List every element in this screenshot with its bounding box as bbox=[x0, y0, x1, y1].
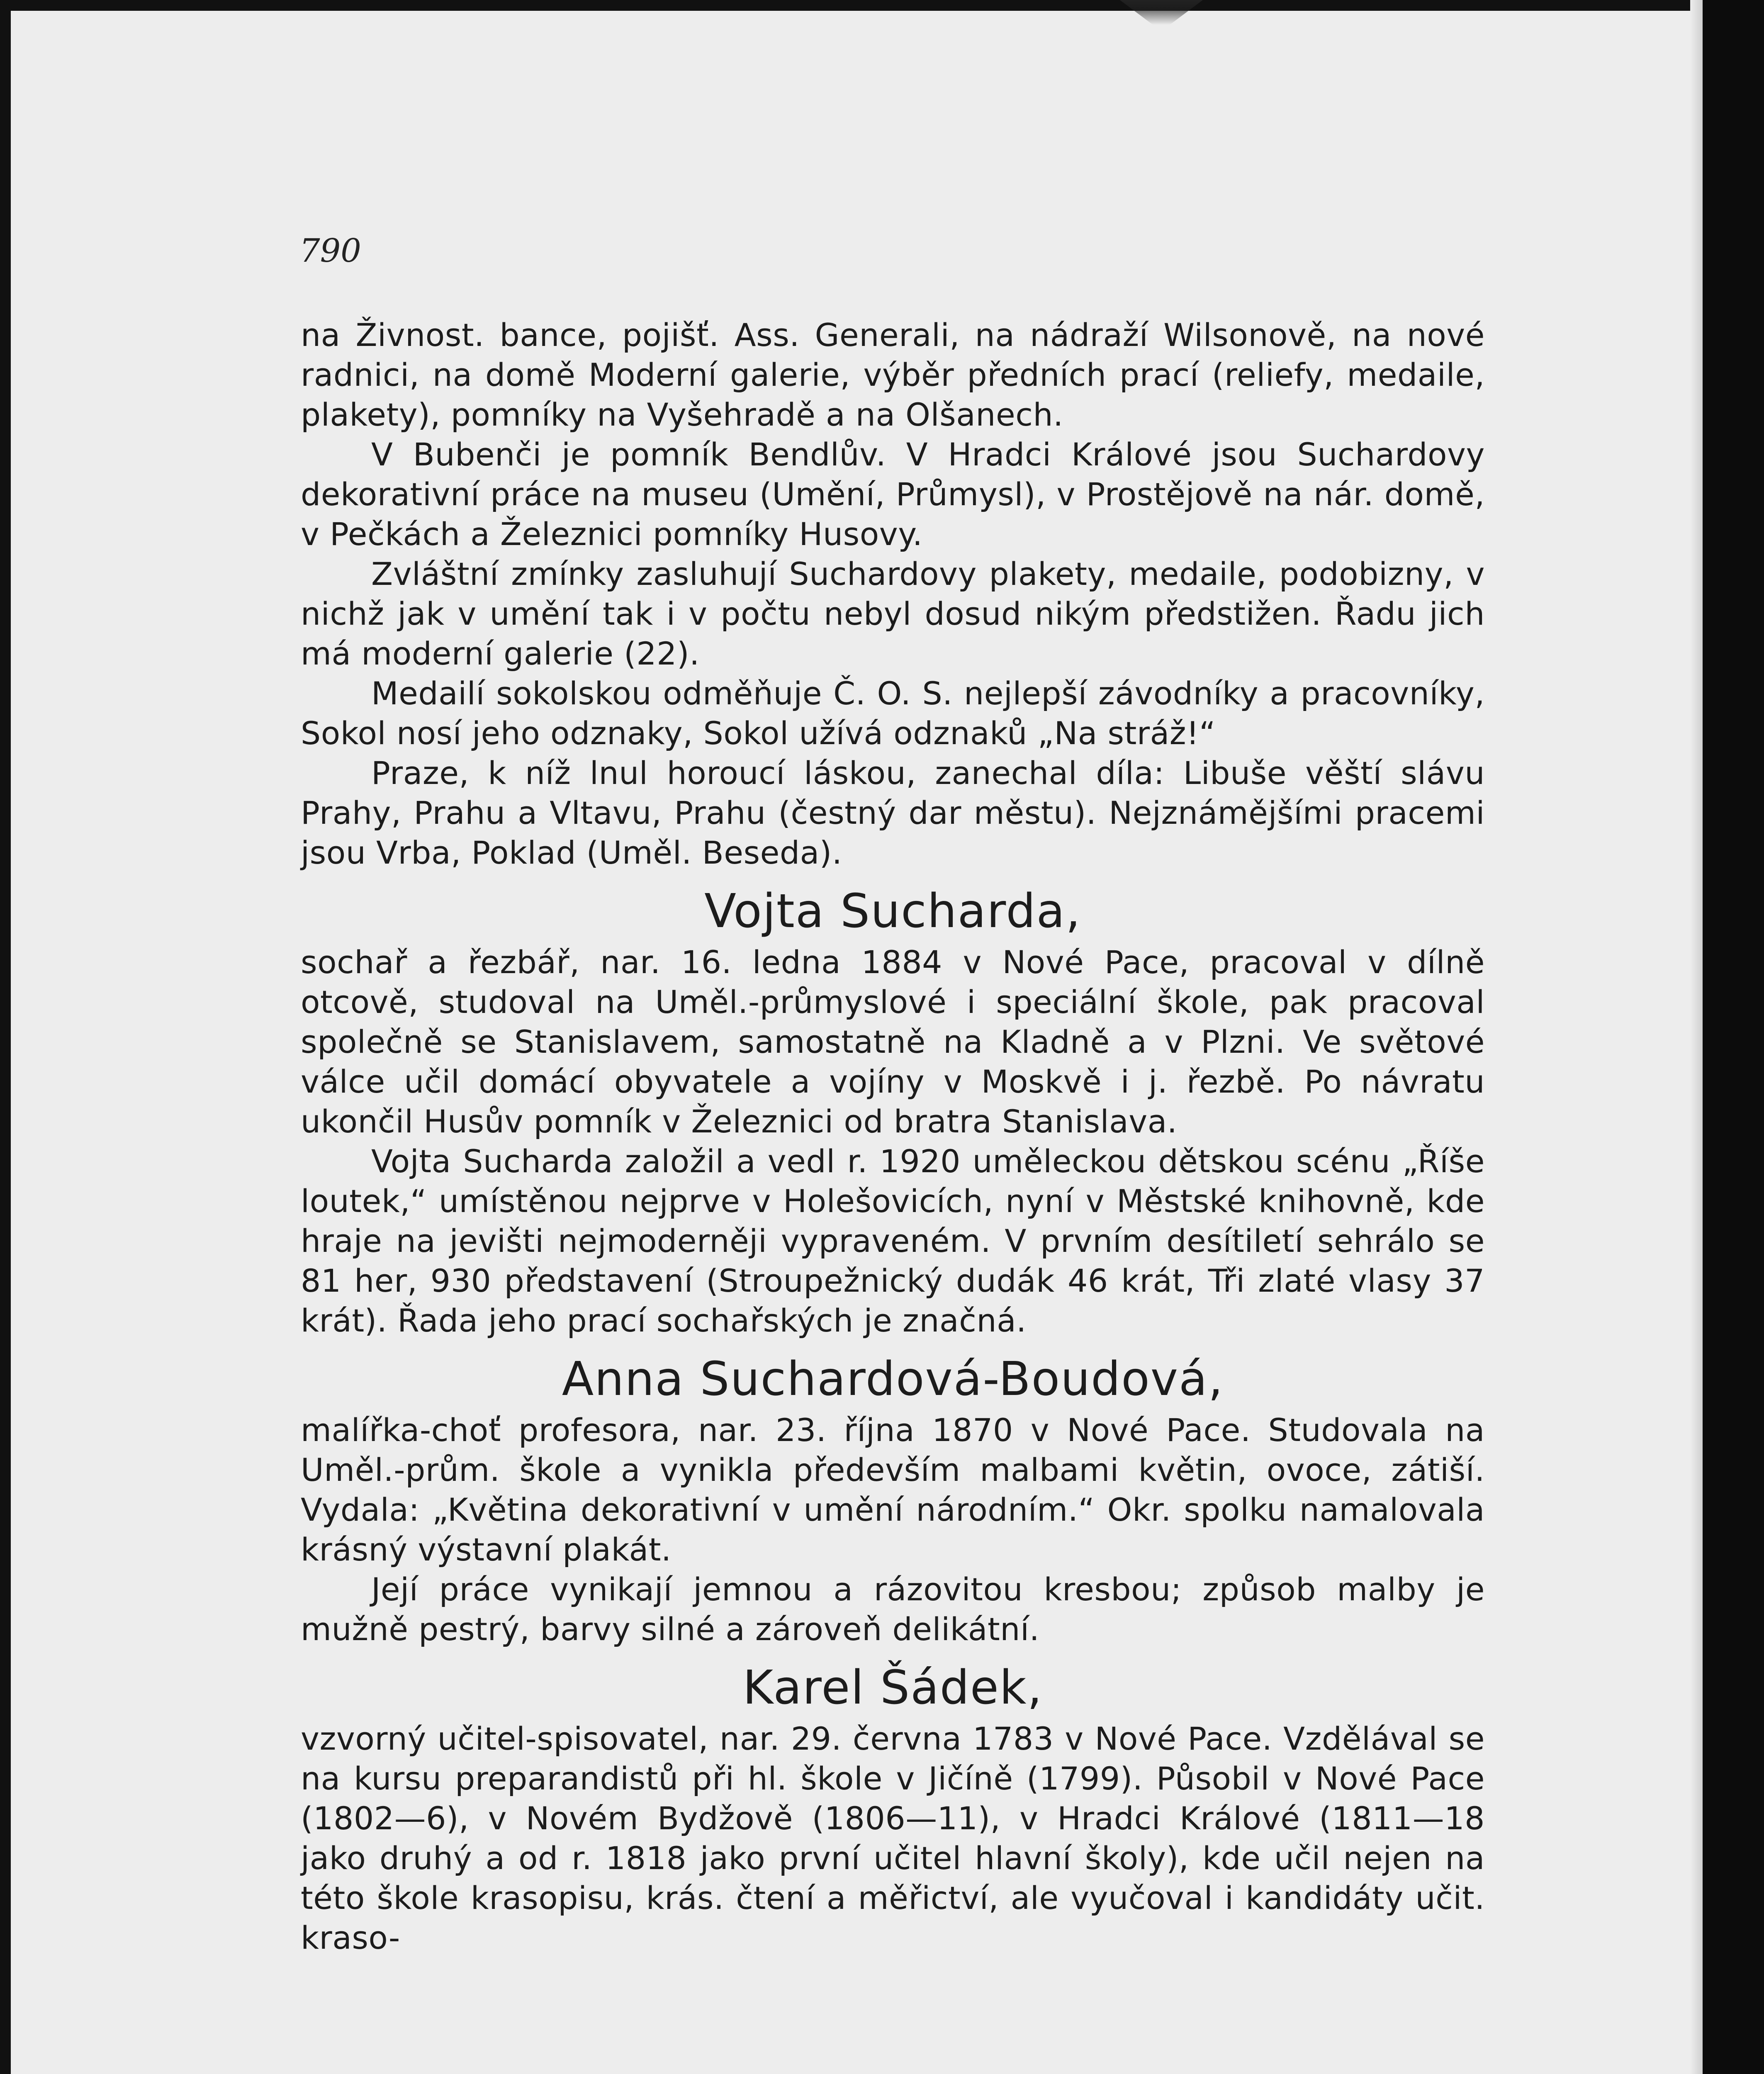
page-text bbox=[301, 315, 1485, 1958]
paragraph: Její práce vynikají jemnou a rázovitou kresbou; způsob malby je mužně pestrý, barvy silné a zároveň delikátní. bbox=[301, 1571, 1485, 1648]
scan-notch bbox=[1120, 0, 1203, 25]
section-heading: Vojta Sucharda, bbox=[704, 884, 1081, 938]
paragraph: na Živnost. bance, pojišť. Ass. Generali, na nádraží Wilsonově, na nové radnici, na domě Moderní galerie, výběr předních prací (reliefy, medaile, plakety), pomníky na Vyšehradě a na Olšanech. bbox=[301, 316, 1485, 433]
section-heading: Karel Šádek, bbox=[742, 1661, 1043, 1715]
scan-shadow-right bbox=[1690, 0, 1703, 2074]
page-number: 790 bbox=[299, 232, 361, 270]
paragraph: Zvláštní zmínky zasluhují Suchardovy plakety, medaile, podobizny, v nichž jak v umění tak i v počtu nebyl dosud nikým předstižen. Řadu jich má moderní galerie (22). bbox=[301, 555, 1485, 672]
scan-border-right bbox=[1703, 0, 1764, 2074]
scan-border-left bbox=[0, 0, 11, 2074]
scan-border-top bbox=[0, 0, 1764, 11]
section-heading: Anna Suchardová-Boudová, bbox=[562, 1352, 1224, 1406]
paragraph: Vojta Sucharda založil a vedl r. 1920 uměleckou dětskou scénu „Říše loutek,“ umístěnou nejprve v Holešovicích, nyní v Městské knihovně, kde hraje na jevišti nejmoderněji vypraveném. V prvním desítiletí sehrálo se 81 her, 930 představení (Stroupežnický dudák 46 krát, Tři zlaté vlasy 37 krát). Řada jeho prací sochařských je značná. bbox=[301, 1143, 1485, 1339]
paragraph: Medailí sokolskou odměňuje Č. O. S. nejlepší závodníky a pracovníky, Sokol nosí jeho odznaky, Sokol užívá odznaků „Na stráž!“ bbox=[301, 675, 1485, 752]
paragraph: malířka-choť profesora, nar. 23. října 1870 v Nové Pace. Studovala na Uměl.-prům. škole a vynikla především malbami květin, ovoce, zátiší. Vydala: „Květina dekorativní v umění národním.“ Okr. spolku namalovala krásný výstavní plakát. bbox=[301, 1412, 1485, 1568]
paragraph: sochař a řezbář, nar. 16. ledna 1884 v Nové Pace, pracoval v dílně otcově, studoval na Uměl.-průmyslové i speciální škole, pak pracoval společně se Stanislavem, samostatně na Kladně a v Plzni. Ve světové válce učil domácí obyvatele a vojíny v Moskvě i j. řezbě. Po návratu ukončil Husův pomník v Železnici od bratra Stanislava. bbox=[301, 944, 1485, 1140]
paragraph: Praze, k níž lnul horoucí láskou, zanechal díla: Libuše věští slávu Prahy, Prahu a Vltavu, Prahu (čestný dar městu). Nejznámějšími pracemi jsou Vrba, Poklad (Uměl. Beseda). bbox=[301, 755, 1485, 871]
paragraph: V Bubenči je pomník Bendlův. V Hradci Králové jsou Suchardovy dekorativní práce na museu (Umění, Průmysl), v Prostějově na nár. domě, v Pečkách a Železnici pomníky Husovy. bbox=[301, 436, 1485, 553]
paragraph: vzvorný učitel-spisovatel, nar. 29. června 1783 v Nové Pace. Vzdělával se na kursu preparandistů při hl. škole v Jičíně (1799). Působil v Nové Pace (1802—6), v Novém Bydžově (1806—11), v Hradci Králové (1811—18 jako druhý a od r. 1818 jako první učitel hlavní školy), kde učil nejen na této škole krasopisu, krás. čtení a měřictví, ale vyučoval i kandidáty učit. kraso- bbox=[301, 1720, 1485, 1956]
